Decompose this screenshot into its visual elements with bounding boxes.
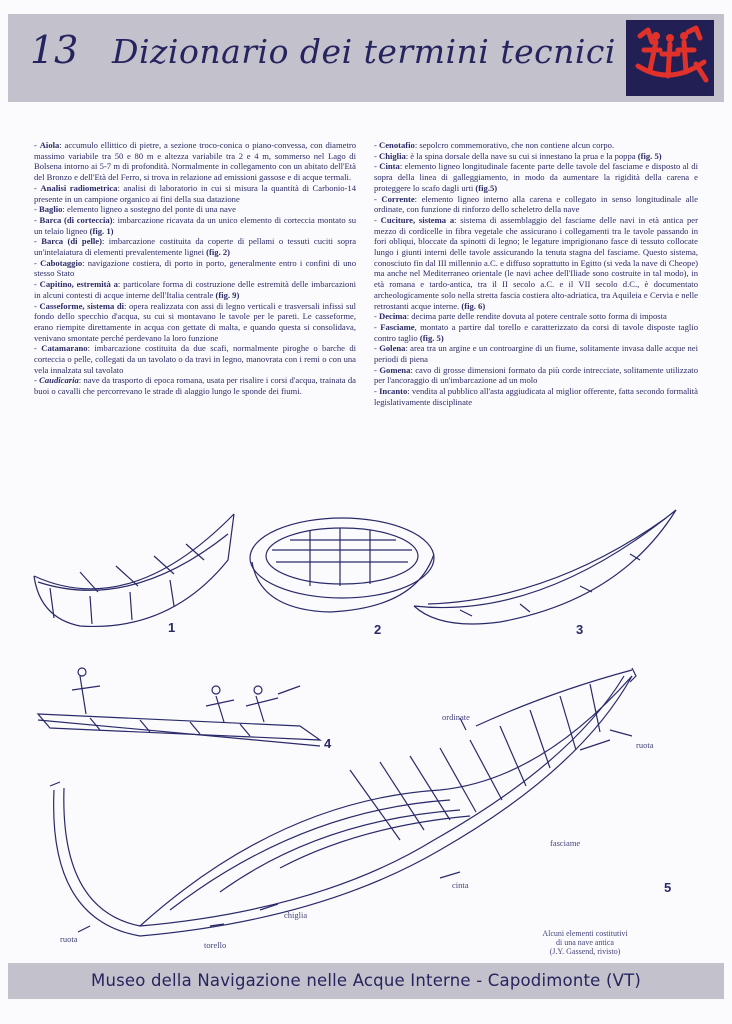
glossary-entry: - Caudicaria: nave da trasporto di epoca romana, usata per risalire i corsi d'acqua, trainata da buoi o cavalli che percorrevano le strade di alaggio lungo le sponde dei fiumi. xyxy=(34,375,356,397)
glossary-entry: - Casseforme, sistema di: opera realizzata con assi di legno verticali e trasversali infissi sul fondo dello specchio d'acqua, su cui si montavano le tavole per le pareti. Le casseforme, erano riempite direttamente in acqua con gettate di malta, e quando questa si consolidava, venivano smontate perché perdevano la loro funzione xyxy=(34,300,357,343)
figure-reference: (fig. 9) xyxy=(215,289,240,300)
figure-reference: (fig. 1) xyxy=(89,225,114,236)
left-column xyxy=(34,140,356,397)
page-title: Dizionario dei termini tecnici xyxy=(112,32,616,71)
glossary-entry: - Barca (di pelle): imbarcazione costituita da coperte di pellami o tessuti cuciti sopra un'intelaiatura di elementi prevalentemente lignei (fig. 2) xyxy=(34,236,357,258)
raft-illustration xyxy=(38,668,320,746)
glossary-term: Gomena xyxy=(379,364,411,375)
boat-illustrations xyxy=(20,500,710,960)
skin-boat-illustration xyxy=(250,518,434,612)
figure-4-number: 4 xyxy=(324,736,332,751)
footer-band xyxy=(8,963,724,999)
glossary-entry: - Corrente: elemento ligneo interno alla carena e collegato in senso longitudinale alle ordinate, con funzione di rinforzo dello scheletro della nave xyxy=(374,193,698,215)
boat-figures-icon xyxy=(626,20,714,96)
glossary-definition: : navigazione costiera, di porto in porto, generalmente entro i confini di uno stesso Stato xyxy=(34,257,356,279)
header-band xyxy=(8,14,724,102)
glossary-entry: - Barca (di corteccia): imbarcazione ricavata da un unico elemento di corteccia montato su un telaio ligneo (fig. 1) xyxy=(34,214,356,236)
glossary-entry: - Gomena: cavo di grosse dimensioni formato da più corde intrecciate, solitamente utilizzato per l'ancoraggio di un'imbarcazione ad un molo xyxy=(374,364,698,386)
caption-line: di una nave antica xyxy=(556,938,614,947)
label-ruota-right: ruota xyxy=(636,740,654,750)
glossary-definition: : imbarcazione costituita da coperte di pellami o tessuti cuciti sopra un'intelaiatura di elementi prevalentemente lignei xyxy=(34,236,357,258)
glossary-term: Capitino, estremità a xyxy=(39,279,118,290)
glossary-definition: : elemento ligneo longitudinale facente parte delle tavole del fasciame e disposto al di sopra della linea di galleggiamento, in modo da aumentare la rigidità della carena e proteggere lo scafo dagli urti xyxy=(374,161,698,193)
glossary-entry: - Fasciame, montato a partire dal torello e caratterizzato da corsi di tavole disposte taglio contro taglio (fig. 5) xyxy=(374,321,698,343)
glossary-definition: , montato a partire dal torello e caratterizzato da corsi di tavole disposte taglio contro taglio xyxy=(374,321,698,343)
glossary-term: Cenotafio xyxy=(379,140,415,150)
glossary-term: Barca (di corteccia) xyxy=(39,214,113,225)
glossary-definition: : cavo di grosse dimensioni formato da più corde intrecciate, solitamente utilizzato per l'ancoraggio di un'imbarcazione ad un molo xyxy=(374,364,698,386)
figure-reference: (fig. 5) xyxy=(419,332,444,343)
caption-line: (J.Y. Gassend, rivisto) xyxy=(549,947,621,956)
bark-canoe-illustration xyxy=(34,514,234,626)
museum-logo xyxy=(626,20,714,96)
ship-hull-illustration xyxy=(50,668,636,936)
glossary-entry: - Incanto: vendita al pubblico all'asta aggiudicata al miglior offerente, fatta secondo formalità legislativamente disciplinate xyxy=(374,386,698,407)
glossary-term: Cuciture, sistema a xyxy=(380,214,455,225)
glossary-definition: : accumulo ellittico di pietre, a sezione troco-conica o piano-convessa, con diametro massimo variabile tra 50 e 80 m e altezza variabile tra 2 e 4 m, sommerso nel Lago di Bolsena intorno ai 5-7 m di profondità. Normalmente in collegamento con un abitato dell'Età del Bronzo e dell'Età del Ferro, si trova in relazione ad emissioni gassose e di acque termali. xyxy=(34,140,356,183)
glossary-entry: - Capitino, estremità a: particolare forma di costruzione delle estremità delle imbarcazioni in alcuni contesti di acque interne dell'Italia centrale (fig. 9) xyxy=(34,279,357,300)
glossary-entry: - Decima: decima parte delle rendite dovuta al potere centrale sotto forma di imposta xyxy=(374,311,667,322)
figure-5-caption xyxy=(520,929,650,956)
glossary-term: Analisi radiometrica xyxy=(40,182,118,193)
dugout-illustration xyxy=(414,510,676,624)
glossary-definition: : particolare forma di costruzione delle estremità delle imbarcazioni in alcuni contesti di acque interne dell'Italia centrale xyxy=(34,279,357,300)
glossary-entry: - Cinta: elemento ligneo longitudinale facente parte delle tavole del fasciame e disposto al di sopra della linea di galleggiamento, in modo da aumentare la rigidità della carena e proteggere lo scafo dagli urti (fig.5) xyxy=(374,161,698,193)
figure-reference: (fig.5) xyxy=(475,182,498,193)
figure-5-number: 5 xyxy=(664,880,672,895)
chapter-number: 13 xyxy=(30,28,79,72)
label-ruota-left: ruota xyxy=(60,934,78,944)
glossary-term: Chiglia xyxy=(379,150,406,161)
glossary-entry: - Baglio: elemento ligneo a sostegno del ponte di una nave xyxy=(34,204,236,215)
glossary-entry: - Golena: area tra un argine e un controargine di un fiume, solitamente invasa dalle acque nei periodi di piena xyxy=(374,343,698,365)
glossary-entry: - Catamarano: imbarcazione costituita da due scafi, normalmente piroghe o barche di corteccia o pelle, collegati da un tavolato o da travi in legno, manovrata con i remi o con una vela innalzata sul tavolato xyxy=(34,343,356,375)
glossary-term: Barca (di pelle) xyxy=(41,236,102,247)
glossary-entry: - Cabotaggio: navigazione costiera, di porto in porto, generalmente entro i confini di uno stesso Stato xyxy=(34,257,356,279)
label-torello: torello xyxy=(204,940,227,950)
glossary-definition: : opera realizzata con assi di legno verticali e trasversali infissi sul fondo dello specchio d'acqua, su cui si montavano le tavole per le pareti. Le casseforme, erano riempite direttamente in acqua con gettate di malta, e quando questa si consolidava, venivano smontate perché perdevano la loro funzione xyxy=(34,300,357,343)
glossary-term: Cinta xyxy=(379,161,400,172)
glossary-definition: : sistema di assemblaggio del fasciame delle navi in età antica per mezzo di cordicelle in fibra vegetale che assicurano i collegamenti tra le tavole passando in fori obliqui, bloccate da spinotti di legno; le legature imprigionano fasce di tessuto collocate lungo i giunti interni delle tavole assicurando la tenuta stagna del fasciame. Questo sistema, conosciuto fin dal III millennio a.C. e diffuso soprattutto in Egitto (si veda la nave di Cheope) ma anche nel Mediterraneo orientale (le navi achee dell'Iliade sono costruite in tal modo), in età romana e tardo-antica, tra il II secolo a.C. e il VII secolo d.C., è documentato archeologicamente solo nella stretta fascia costiera alto-adriatica, tra Aquileia e Cervia e nelle retrostanti acque interne. xyxy=(374,214,698,311)
glossary-definition: : imbarcazione costituita da due scafi, normalmente piroghe o barche di corteccia o pelle, collegati da un tavolato o da travi in legno, manovrata con i remi o con una vela innalzata sul tavolato xyxy=(34,343,356,375)
glossary-definition: : è la spina dorsale della nave su cui si innestano la prua e la poppa xyxy=(405,150,638,161)
glossary-entry: - Analisi radiometrica: analisi di laboratorio in cui si misura la quantità di Carbonio-14 presente in un campione organico ai fini della sua datazione xyxy=(34,182,356,204)
glossary-term: Corrente xyxy=(381,193,415,204)
figure-1-number: 1 xyxy=(168,620,176,635)
glossary-definition: : decima parte delle rendite dovuta al potere centrale sotto forma di imposta xyxy=(406,311,667,322)
figure-reference: (fig. 2) xyxy=(206,247,231,258)
glossary-term: Casseforme, sistema di xyxy=(39,300,125,311)
glossary-definition: : imbarcazione ricavata da un unico elemento di corteccia montato su un telaio ligneo xyxy=(34,214,356,236)
glossary-definition: : nave da trasporto di epoca romana, usata per risalire i corsi d'acqua, trainata da buoi o cavalli che percorrevano le strade di alaggio lungo le sponde dei fiumi. xyxy=(34,375,356,397)
label-chiglia: chiglia xyxy=(284,910,308,920)
glossary-term: Decima xyxy=(379,311,407,322)
glossary-definition: : elemento ligneo interno alla carena e collegato in senso longitudinale alle ordinate, con funzione di rinforzo dello scheletro della nave xyxy=(374,193,698,215)
glossary-term: Golena xyxy=(379,343,406,354)
figure-reference: (fig. 5) xyxy=(637,150,662,161)
glossary-entry: - Cuciture, sistema a: sistema di assemblaggio del fasciame delle navi in età antica per mezzo di cordicelle in fibra vegetale che assicurano i collegamenti tra le tavole passando in fori obliqui, bloccate da spinotti di legno; le legature imprigionano fasce di tessuto collocate lungo i giunti interni delle tavole assicurando la tenuta stagna del fasciame. Questo sistema, conosciuto fin dal III millennio a.C. e diffuso soprattutto in Egitto (si veda la nave di Cheope) ma anche nel Mediterraneo orientale (le navi achee dell'Iliade sono costruite in tal modo), in età romana e tardo-antica, tra il II secolo a.C. e il VII secolo d.C., è documentato archeologicamente solo nella stretta fascia costiera alto-adriatica, tra Aquileia e Cervia e nelle retrostanti acque interne. (fig. 6) xyxy=(374,214,698,311)
figure-2-number: 2 xyxy=(374,622,382,637)
footer-text: Museo della Navigazione nelle Acque Interne - Capodimonte (VT) xyxy=(91,971,641,990)
figure-3-number: 3 xyxy=(576,622,584,637)
glossary-term: Cabotaggio xyxy=(40,257,83,268)
glossary-definition: : sepolcro commemorativo, che non contiene alcun corpo. xyxy=(414,140,615,150)
glossary-term: Caudicaria xyxy=(39,375,79,386)
glossary-term: Baglio xyxy=(39,204,63,215)
figures-area xyxy=(20,500,710,960)
glossary-term: Incanto xyxy=(379,386,408,397)
glossary-entry: - Chiglia: è la spina dorsale della nave su cui si innestano la prua e la poppa (fig. 5) xyxy=(374,150,662,161)
glossary-term: Catamarano xyxy=(41,343,88,354)
glossary-definition: : area tra un argine e un controargine di un fiume, solitamente invasa dalle acque nei periodi di piena xyxy=(374,343,698,365)
glossary-entry: - Aiola: accumulo ellittico di pietre, a sezione troco-conica o piano-convessa, con diametro massimo variabile tra 50 e 80 m e altezza variabile tra 2 e 4 m, sommerso nel Lago di Bolsena intorno ai 5-7 m di profondità. Normalmente in collegamento con un abitato dell'Età del Bronzo e dell'Età del Ferro, si trova in relazione ad emissioni gassose e di acque termali. xyxy=(34,140,356,183)
glossary-definition: : vendita al pubblico all'asta aggiudicata al miglior offerente, fatta secondo formalità legislativamente disciplinate xyxy=(374,386,698,407)
label-ordinate: ordinate xyxy=(442,712,470,722)
glossary-definition: : elemento ligneo a sostegno del ponte di una nave xyxy=(62,204,236,215)
caption-line: Alcuni elementi costitutivi xyxy=(542,929,628,938)
label-cinta: cinta xyxy=(452,880,469,890)
glossary-term: Fasciame xyxy=(380,321,415,332)
figure-reference: (fig. 6) xyxy=(461,300,486,311)
glossary-entry: - Cenotafio: sepolcro commemorativo, che non contiene alcun corpo. xyxy=(374,140,615,150)
right-column xyxy=(374,140,698,408)
label-fasciame: fasciame xyxy=(550,838,581,848)
glossary-definition: : analisi di laboratorio in cui si misura la quantità di Carbonio-14 presente in un campione organico ai fini della sua datazione xyxy=(34,182,356,204)
glossary-term: Aiola xyxy=(39,140,60,150)
